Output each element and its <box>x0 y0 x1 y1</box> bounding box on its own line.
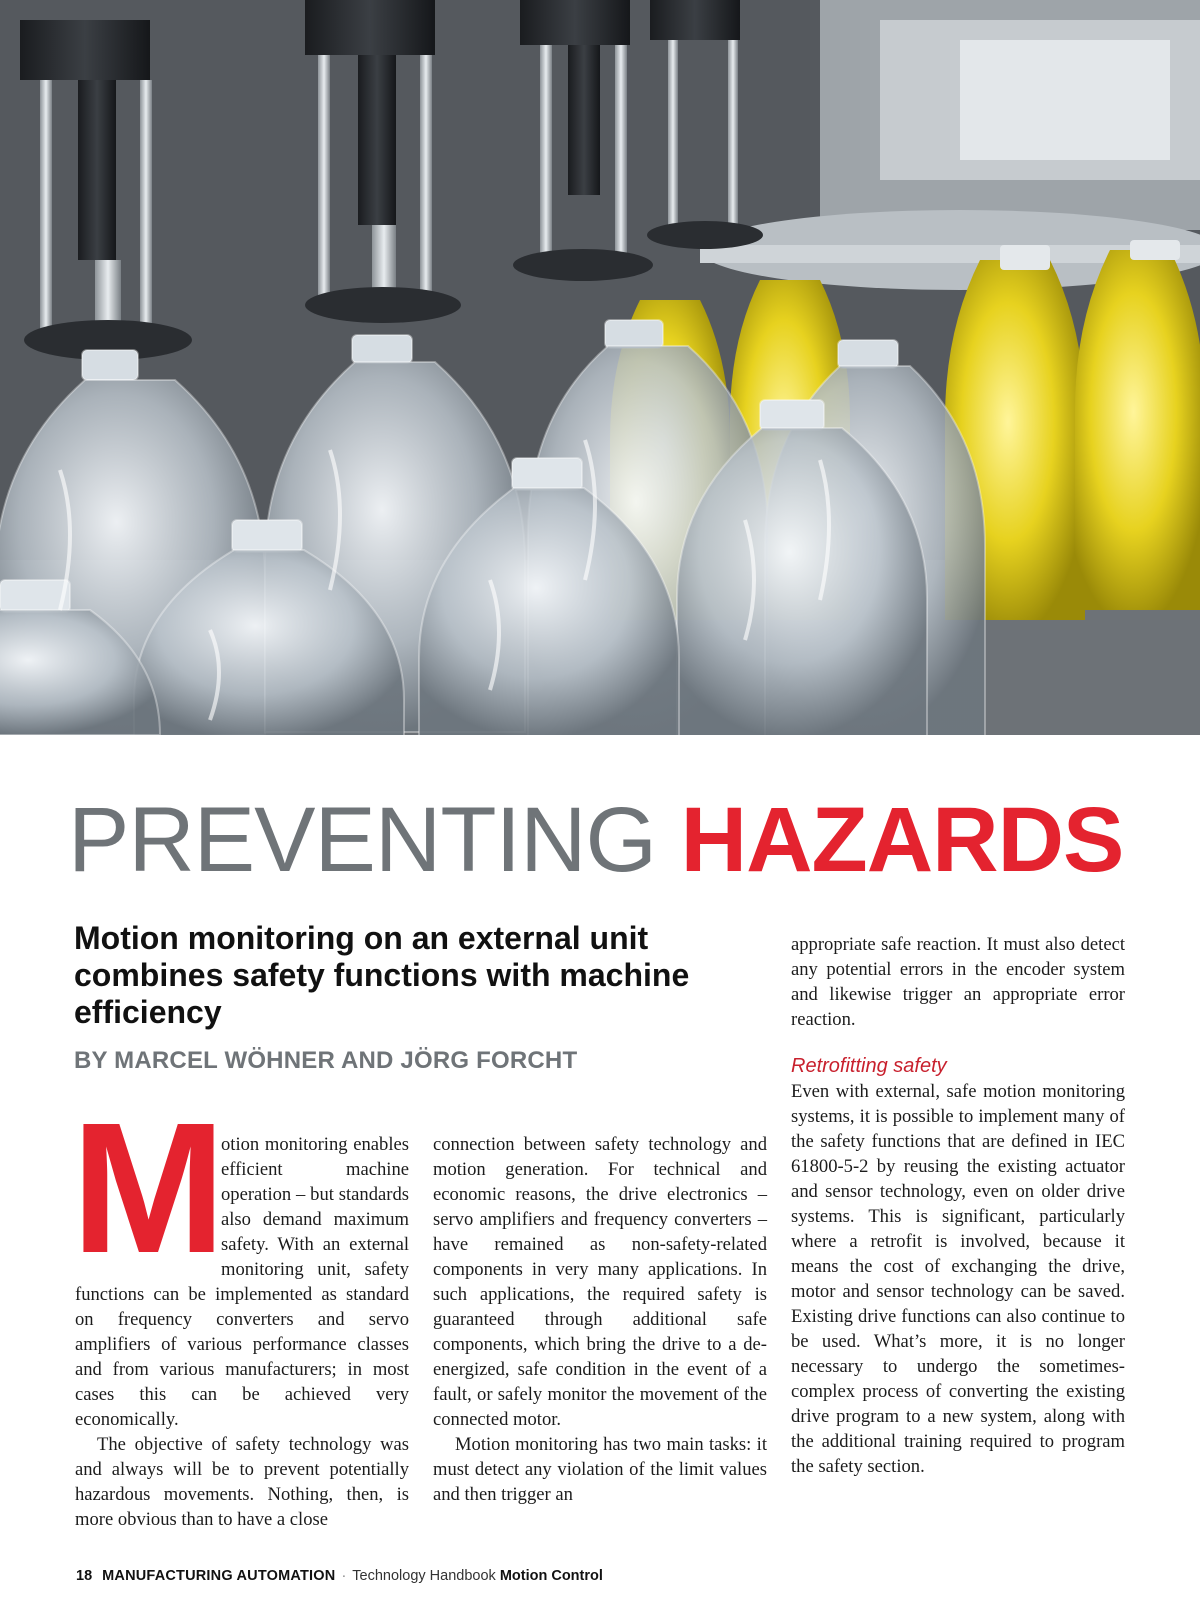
paragraph: appropriate safe reaction. It must also detect any potential errors in the encoder system and likewise trigger an appropriate error reaction. <box>791 934 1125 1030</box>
topic-label: Motion Control <box>499 1568 603 1584</box>
headline <box>68 790 1148 890</box>
paragraph: The objective of safety technology was and always will be to prevent potentially hazardous movements. Nothing, then, is more obvious than to have a close <box>75 1434 409 1530</box>
dropcap: M <box>71 1085 220 1292</box>
article-column-3 <box>791 932 1125 1479</box>
headline-bold: HAZARDS <box>680 789 1124 891</box>
subhead: Retrofitting safety <box>791 1055 947 1077</box>
page-number: 18 <box>76 1568 93 1584</box>
footer-separator: · <box>341 1568 347 1584</box>
article-column-1 <box>71 1085 409 1532</box>
bottle-filling-machine-photo <box>0 0 1200 735</box>
magazine-name: MANUFACTURING AUTOMATION <box>102 1568 336 1584</box>
headline-light: PREVENTING <box>68 789 657 891</box>
byline: BY MARCEL WÖHNER AND JÖRG FORCHT <box>74 1047 578 1074</box>
article-column-2 <box>433 1132 767 1507</box>
deck: Motion monitoring on an external unit combines safety functions with machine efficiency <box>74 920 690 1030</box>
paragraph: Even with external, safe motion monitoring systems, it is possible to implement many of the safety functions that are defined in IEC 61800-5-2 by reusing the existing actuator and sensor technology, even on older drive systems. This is significant, particularly where a retrofit is involved, because it means the cost of exchanging the drive, motor and sensor technology can be saved. Existing drive functions can also continue to be used. What’s more, it is no longer necessary to undergo the sometimes-complex process of converting the existing drive program to a new system, along with the additional training required to program the safety section. <box>791 1081 1125 1477</box>
page-footer <box>76 1568 603 1584</box>
paragraph: connection between safety technology and motion generation. For technical and economic reasons, the drive electronics – servo amplifiers and frequency converters – have remained as non-safety-related components in very many applications. In such applications, the required safety is guaranteed through additional safe components, which bring the drive to a de-energized, safe condition in the event of a fault, or safely monitor the movement of the connected motor. <box>433 1134 767 1430</box>
handbook-label: Technology Handbook <box>352 1568 496 1584</box>
paragraph: otion monitoring enables efficient machine operation – but standards also demand maximum safety. With an external monitoring unit, safety functions can be implemented as standard on frequency converters and servo amplifiers of various performance classes and from various manufacturers; in most cases this can be achieved very economically. <box>75 1134 409 1430</box>
paragraph: Motion monitoring has two main tasks: it must detect any violation of the limit values and then trigger an <box>433 1434 767 1505</box>
hero-photo <box>0 0 1200 735</box>
